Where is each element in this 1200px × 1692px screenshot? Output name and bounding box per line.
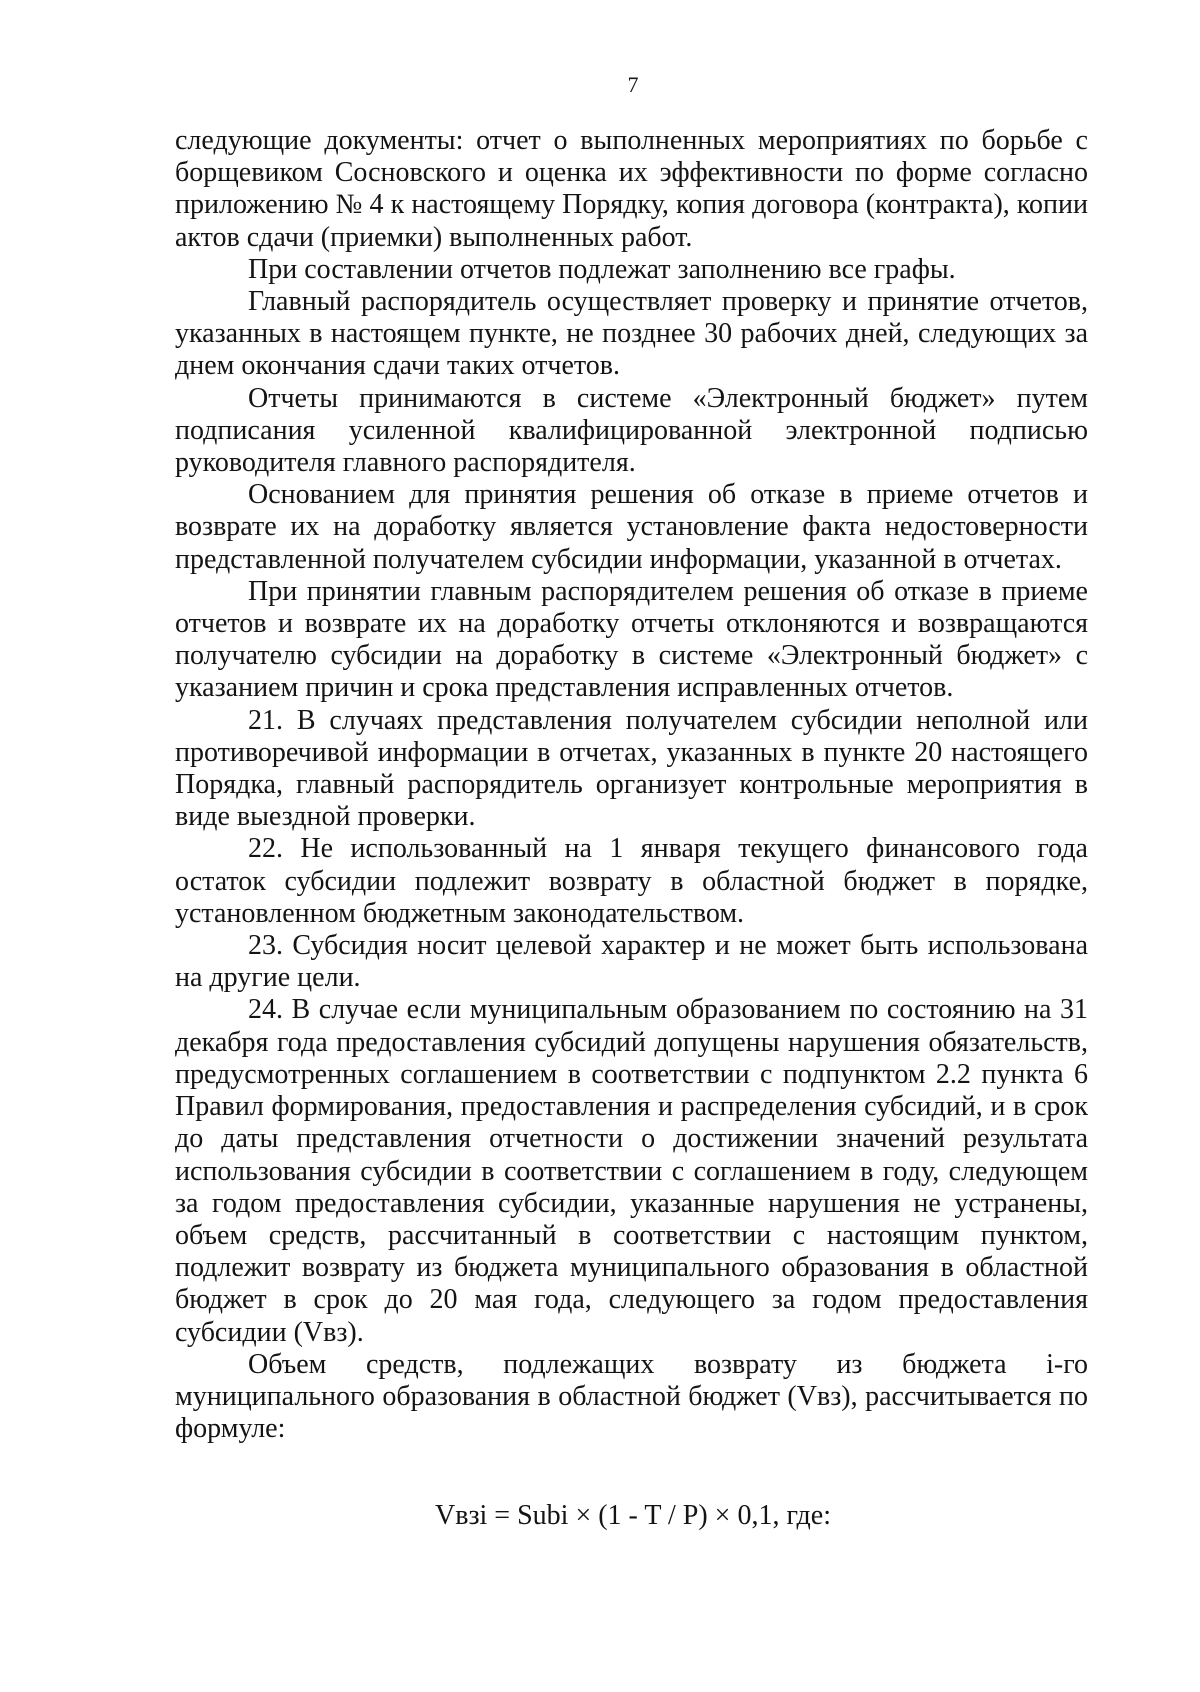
paragraph-return-volume: Объем средств, подлежащих возврату из бюджета i-го муниципального образования в областной бюджет (Vвз), рассчитывается по формуле: [175, 1348, 1088, 1445]
paragraph-documents-list: следующие документы: отчет о выполненных мероприятиях по борьбе с борщевиком Сосновского и оценка их эффективности по форме согласно приложению № 4 к настоящему Порядку, копия договора (контракта), копии актов сдачи (приемки) выполненных работ. [175, 125, 1088, 253]
return-volume-formula: Vвзi = Subi × (1 - T / P) × 0,1, где: [435, 1500, 831, 1531]
paragraph-clause-23: 23. Субсидия носит целевой характер и не может быть использована на другие цели. [175, 930, 1088, 994]
paragraph-clause-21: 21. В случаях представления получателем субсидии неполной или противоречивой информации в отчетах, указанных в пункте 20 настоящего Порядка, главный распорядитель организует контрольные мероприятия в виде выездной проверки. [175, 704, 1088, 833]
paragraph-clause-24: 24. В случае если муниципальным образованием по состоянию на 31 декабря года предоставления субсидий допущены нарушения обязательств, предусмотренных соглашением в соответствии с подпунктом 2.2 пункта 6 Правил формирования, предоставления и распределения субсидий, и в срок до даты представления отчетности о достижении значений результата использования субсидии в соответствии с соглашением в году, следующем за годом предоставления субсидии, указанные нарушения не устранены, объем средств, рассчитанный в соответствии с настоящим пунктом, подлежит возврату из бюджета муниципального образования в областной бюджет в срок до 20 мая года, следующего за годом предоставления субсидии (Vвз). [175, 994, 1088, 1348]
paragraph-refusal-grounds: Основанием для принятия решения об отказе в приеме отчетов и возврате их на доработку является установление факта недостоверности представленной получателем субсидии информации, указанной в отчетах. [175, 479, 1088, 575]
paragraph-fill-all-columns: При составлении отчетов подлежат заполнению все графы. [248, 253, 956, 285]
page-number: 7 [627, 72, 639, 97]
paragraph-electronic-budget-acceptance: Отчеты принимаются в системе «Электронный бюджет» путем подписания усиленной квалифицированной электронной подписью руководителя главного распорядителя. [175, 382, 1088, 479]
paragraph-refusal-procedure: При принятии главным распорядителем решения об отказе в приеме отчетов и возврате их на доработку отчеты отклоняются и возвращаются получателю субсидии на доработку в системе «Электронный бюджет» с указанием причин и срока представления исправленных отчетов. [175, 575, 1088, 704]
paragraph-clause-22: 22. Не использованный на 1 января текущего финансового года остаток субсидии подлежит возврату в областной бюджет в порядке, установленном бюджетным законодательством. [175, 833, 1088, 929]
paragraph-verification-deadline: Главный распорядитель осуществляет проверку и принятие отчетов, указанных в настоящем пункте, не позднее 30 рабочих дней, следующих за днем окончания сдачи таких отчетов. [175, 286, 1088, 382]
document-body [175, 125, 1088, 1445]
